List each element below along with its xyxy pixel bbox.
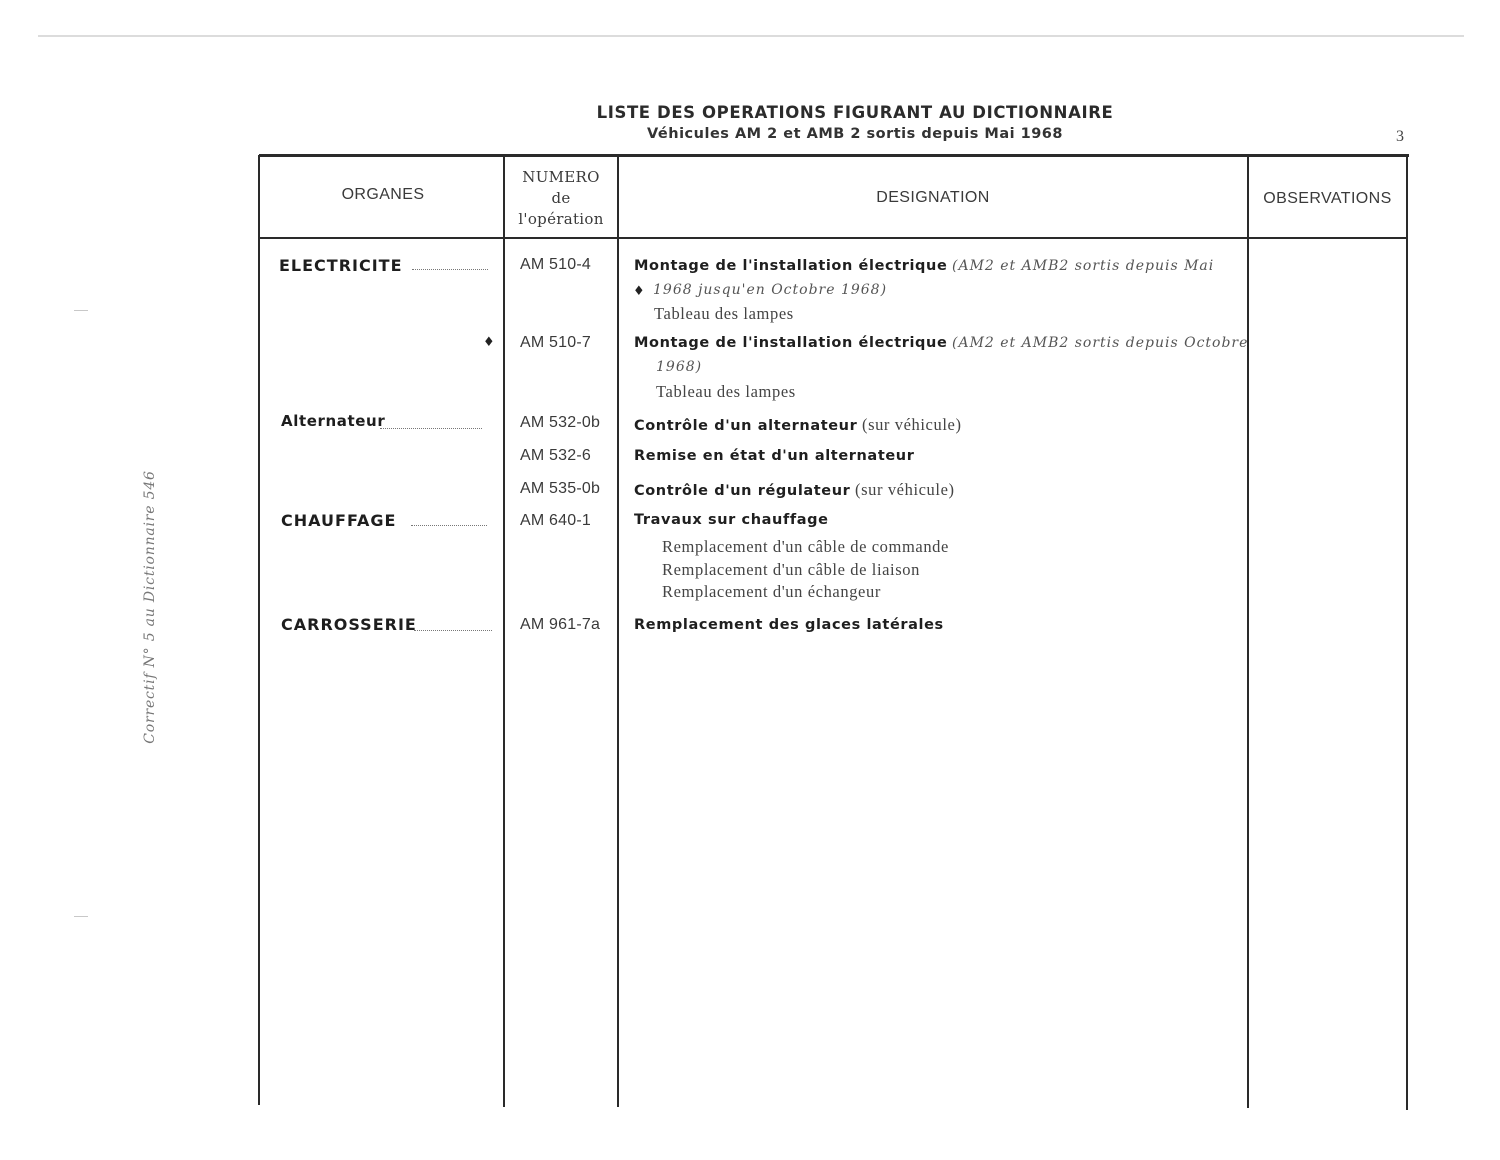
table-right-border — [1406, 155, 1408, 1110]
header-observations: OBSERVATIONS — [1263, 190, 1392, 207]
column-divider — [617, 155, 619, 1107]
designation-subitem: Remplacement d'un échangeur — [662, 582, 881, 601]
designation-title: Contrôle d'un régulateur — [634, 483, 851, 499]
designation-subitem: Remplacement d'un câble de commande — [662, 537, 949, 556]
designation-title: Contrôle d'un alternateur — [634, 418, 858, 434]
designation-row — [634, 335, 1248, 351]
organe-electricite: ELECTRICITE — [279, 256, 403, 275]
designation-subitem: Tableau des lampes — [654, 304, 794, 323]
dot-leader — [412, 269, 488, 270]
designation-row — [634, 258, 1214, 274]
designation-title: Remise en état d'un alternateur — [634, 448, 915, 464]
dot-leader — [414, 630, 492, 631]
column-divider — [503, 155, 505, 1107]
header-numero-line: NUMERO — [522, 168, 600, 186]
designation-subitem: Tableau des lampes — [656, 382, 796, 401]
header-designation: DESIGNATION — [876, 189, 990, 206]
designation-note: (AM2 et AMB2 sortis depuis Mai — [952, 258, 1215, 274]
table-header-divider — [259, 237, 1408, 239]
operation-number: AM 532-6 — [520, 447, 591, 464]
designation-row — [634, 415, 962, 435]
table-left-border — [258, 155, 260, 1105]
column-divider — [1247, 155, 1249, 1108]
operation-number: AM 535-0b — [520, 480, 601, 497]
designation-note: (AM2 et AMB2 sortis depuis Octobre — [952, 335, 1249, 351]
designation-note-continued: 1968 jusqu'en Octobre 1968) — [653, 282, 888, 298]
margin-mark — [74, 916, 88, 917]
header-organes: ORGANES — [341, 186, 425, 203]
designation-row — [634, 512, 829, 528]
dot-leader — [411, 525, 487, 526]
page-number: 3 — [1396, 128, 1404, 145]
designation-title: Montage de l'installation électrique — [634, 335, 948, 351]
designation-note: (sur véhicule) — [855, 480, 955, 499]
header-numero — [505, 167, 617, 230]
side-note: Correctif N° 5 au Dictionnaire 546 — [142, 470, 158, 744]
header-numero-line: de — [551, 189, 571, 207]
margin-mark — [74, 310, 88, 311]
operation-number: AM 640-1 — [520, 512, 591, 529]
header-numero-line: l'opération — [518, 210, 604, 228]
operation-number: AM 510-4 — [520, 256, 591, 273]
operation-number: AM 510-7 — [520, 334, 591, 351]
designation-row — [634, 617, 944, 633]
top-rule — [38, 35, 1464, 37]
designation-title: Remplacement des glaces latérales — [634, 617, 944, 633]
change-marker-diamond: ♦ — [483, 335, 495, 350]
document-title: LISTE DES OPERATIONS FIGURANT AU DICTIONNAIRE — [596, 103, 1114, 122]
change-marker-diamond: ♦ — [633, 284, 645, 299]
organe-alternateur: Alternateur — [281, 412, 386, 430]
designation-note: (sur véhicule) — [861, 415, 962, 434]
designation-subitem: Remplacement d'un câble de liaison — [662, 560, 920, 579]
designation-title: Travaux sur chauffage — [634, 512, 829, 528]
document-subtitle: Véhicules AM 2 et AMB 2 sortis depuis Mai 1968 — [647, 126, 1063, 142]
operation-number: AM 961-7a — [520, 616, 601, 633]
designation-note-continued: 1968) — [656, 359, 703, 375]
organe-chauffage: CHAUFFAGE — [281, 511, 397, 530]
dot-leader — [380, 428, 482, 429]
designation-title: Montage de l'installation électrique — [634, 258, 948, 274]
table-top-border — [259, 154, 1409, 157]
designation-row — [634, 480, 955, 500]
designation-row — [634, 448, 914, 464]
operation-number: AM 532-0b — [520, 414, 601, 431]
organe-carrosserie: CARROSSERIE — [281, 615, 417, 634]
